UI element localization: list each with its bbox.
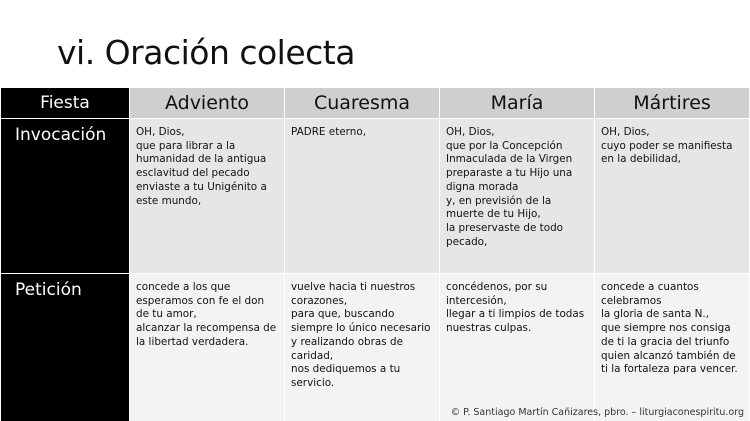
row-label-invocacion: Invocación <box>1 118 129 273</box>
cell-invocacion-cuaresma: PADRE eterno, <box>284 118 439 273</box>
header-martires: Mártires <box>594 88 749 118</box>
cell-peticion-cuaresma: vuelve hacia ti nuestros corazones, para que, buscando siempre lo único necesario y realizando obras de caridad, nos dediquemos a tu servicio. <box>284 273 439 421</box>
collect-prayer-table <box>1 88 749 421</box>
cell-peticion-adviento: concede a los que esperamos con fe el don de tu amor, alcanzar la recompensa de la libertad verdadera. <box>129 273 284 421</box>
copyright-footer: © P. Santiago Martín Cañizares, pbro. – liturgiaconespiritu.org <box>450 407 744 418</box>
header-maria: María <box>439 88 594 118</box>
cell-invocacion-adviento: OH, Dios, que para librar a la humanidad de la antigua esclavitud del pecado enviaste a tu Unigénito a este mundo, <box>129 118 284 273</box>
cell-invocacion-maria: OH, Dios, que por la Concepción Inmaculada de la Virgen preparaste a tu Hijo una digna morada y, en previsión de la muerte de tu Hijo, la preservaste de todo pecado, <box>439 118 594 273</box>
cell-peticion-martires: concede a cuantos celebramos la gloria de santa N., que siempre nos consiga de ti la gracia del triunfo quien alcanzó también de ti la fortaleza para vencer. <box>594 273 749 421</box>
row-label-peticion: Petición <box>1 273 129 421</box>
cell-invocacion-martires: OH, Dios, cuyo poder se manifiesta en la debilidad, <box>594 118 749 273</box>
cell-peticion-maria: concédenos, por su intercesión, llegar a ti limpios de todas nuestras culpas. <box>439 273 594 421</box>
header-fiesta: Fiesta <box>1 88 129 118</box>
slide-title: vi. Oración colecta <box>57 33 355 72</box>
header-cuaresma: Cuaresma <box>284 88 439 118</box>
header-adviento: Adviento <box>129 88 284 118</box>
